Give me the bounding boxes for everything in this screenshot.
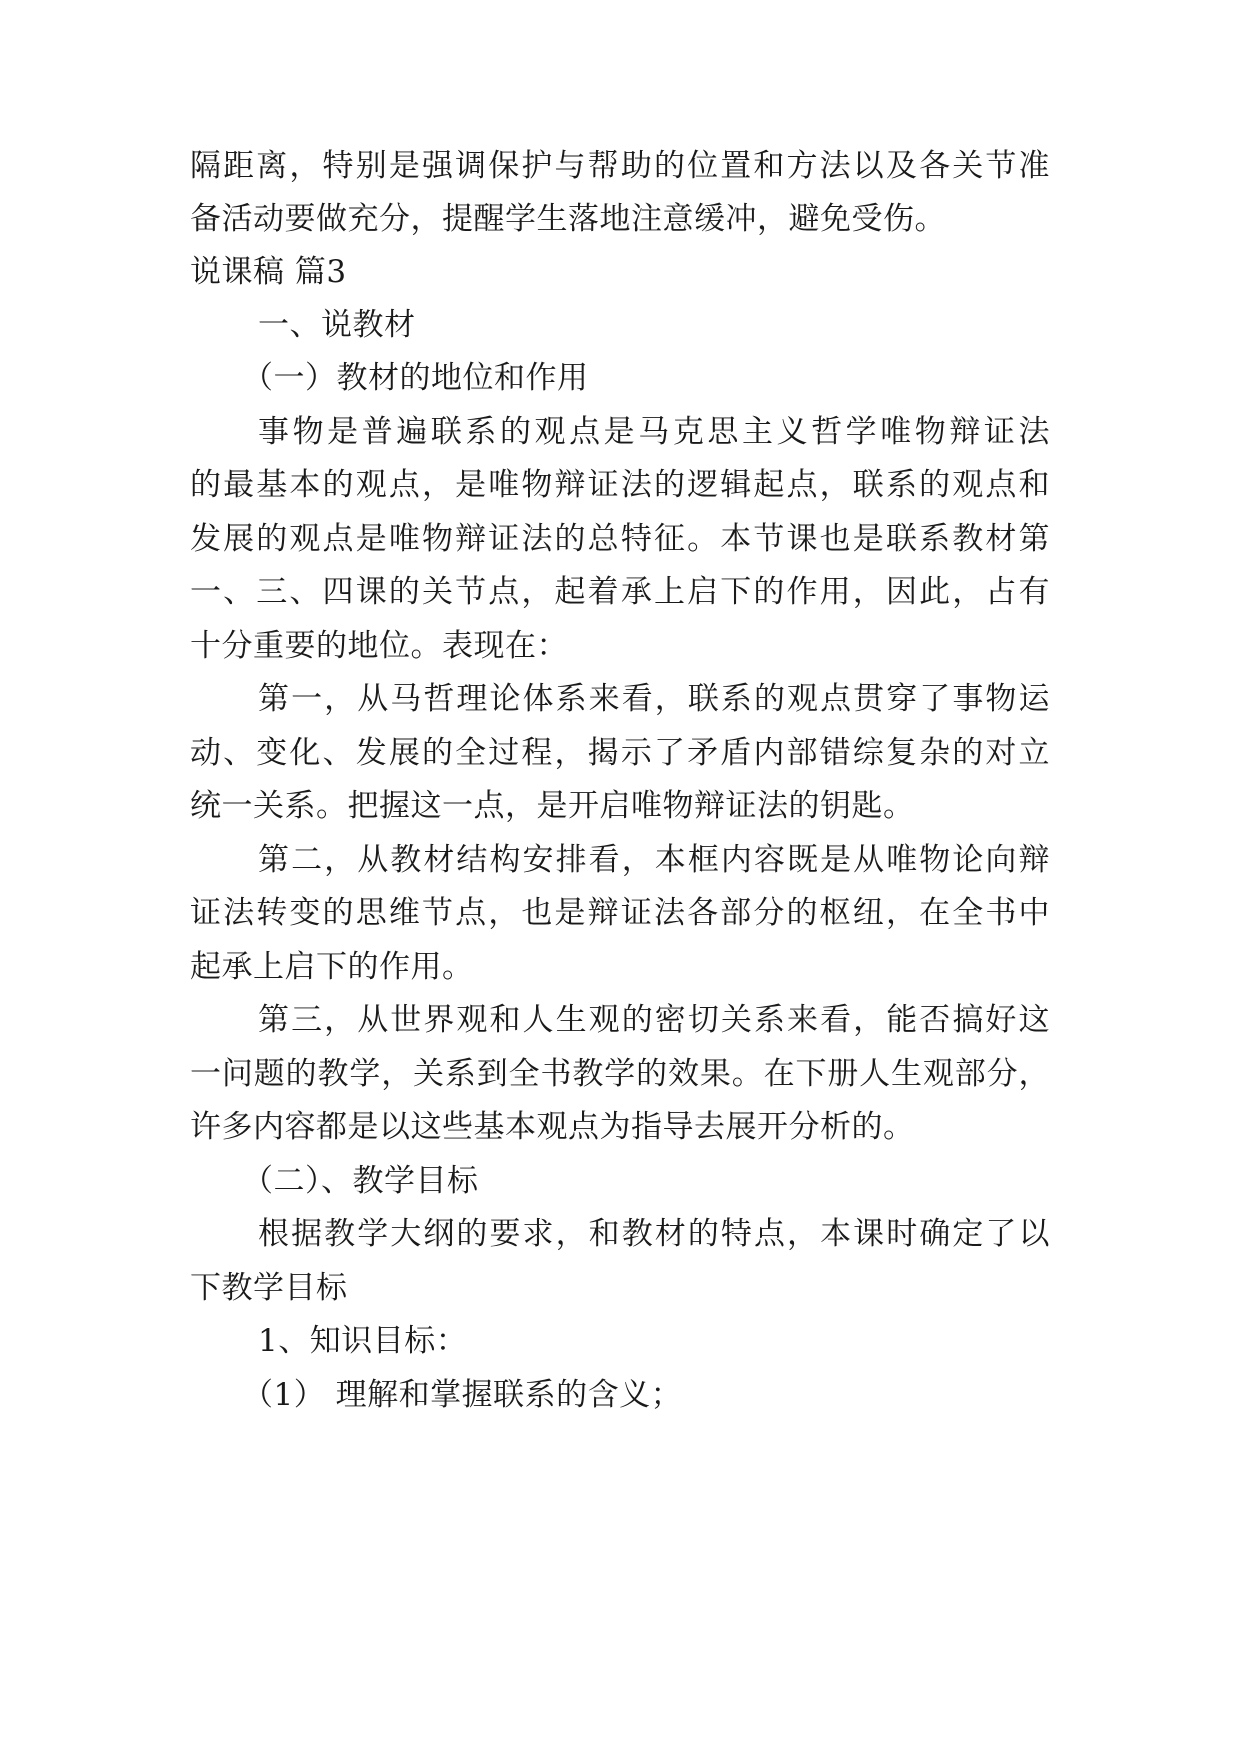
list-heading: 1、知识目标： — [258, 1323, 468, 1359]
paragraph-line-13: 一问题的教学，关系到全书教学的效果。在下册人生观部分， — [190, 1056, 1050, 1092]
paragraph-line-10: 证法转变的思维节点，也是辩证法各部分的枢纽，在全书中 — [190, 895, 1050, 931]
text-line-1: 隔距离，特别是强调保护与帮助的位置和方法以及各关节准 — [190, 148, 1050, 184]
paragraph-line-2: 的最基本的观点，是唯物辩证法的逻辑起点，联系的观点和 — [190, 467, 1050, 503]
text-line-2: 备活动要做充分，提醒学生落地注意缓冲，避免受伤。 — [190, 201, 946, 237]
paragraph-line-12: 第三，从世界观和人生观的密切关系来看，能否搞好这 — [258, 1002, 1050, 1038]
paragraph-line-15: 根据教学大纲的要求，和教材的特点，本课时确定了以 — [258, 1216, 1050, 1252]
section-title: 说课稿 篇3 — [190, 254, 347, 290]
paragraph-line-4: 一、三、四课的关节点，起着承上启下的作用，因此，占有 — [190, 574, 1050, 610]
paragraph-line-9: 第二，从教材结构安排看，本框内容既是从唯物论向辩 — [258, 842, 1050, 878]
paragraph-line-3: 发展的观点是唯物辩证法的总特征。本节课也是联系教材第 — [190, 521, 1050, 557]
paragraph-line-14: 许多内容都是以这些基本观点为指导去展开分析的。 — [190, 1109, 915, 1145]
paragraph-line-5: 十分重要的地位。表现在： — [190, 628, 568, 664]
paragraph-line-6: 第一，从马哲理论体系来看，联系的观点贯穿了事物运 — [258, 681, 1050, 717]
paragraph-line-1: 事物是普遍联系的观点是马克思主义哲学唯物辩证法 — [258, 414, 1050, 450]
paragraph-line-7: 动、变化、发展的全过程，揭示了矛盾内部错综复杂的对立 — [190, 735, 1050, 771]
paragraph-line-8: 统一关系。把握这一点，是开启唯物辩证法的钥匙。 — [190, 788, 915, 824]
heading-1: 一、说教材 — [258, 307, 416, 343]
subheading-2: （二）、教学目标 — [242, 1163, 479, 1199]
paragraph-line-11: 起承上启下的作用。 — [190, 949, 474, 985]
subheading-1: （一）教材的地位和作用 — [242, 360, 589, 396]
paragraph-line-16: 下教学目标 — [190, 1270, 348, 1306]
list-item-1: （1） 理解和掌握联系的含义； — [242, 1377, 683, 1413]
